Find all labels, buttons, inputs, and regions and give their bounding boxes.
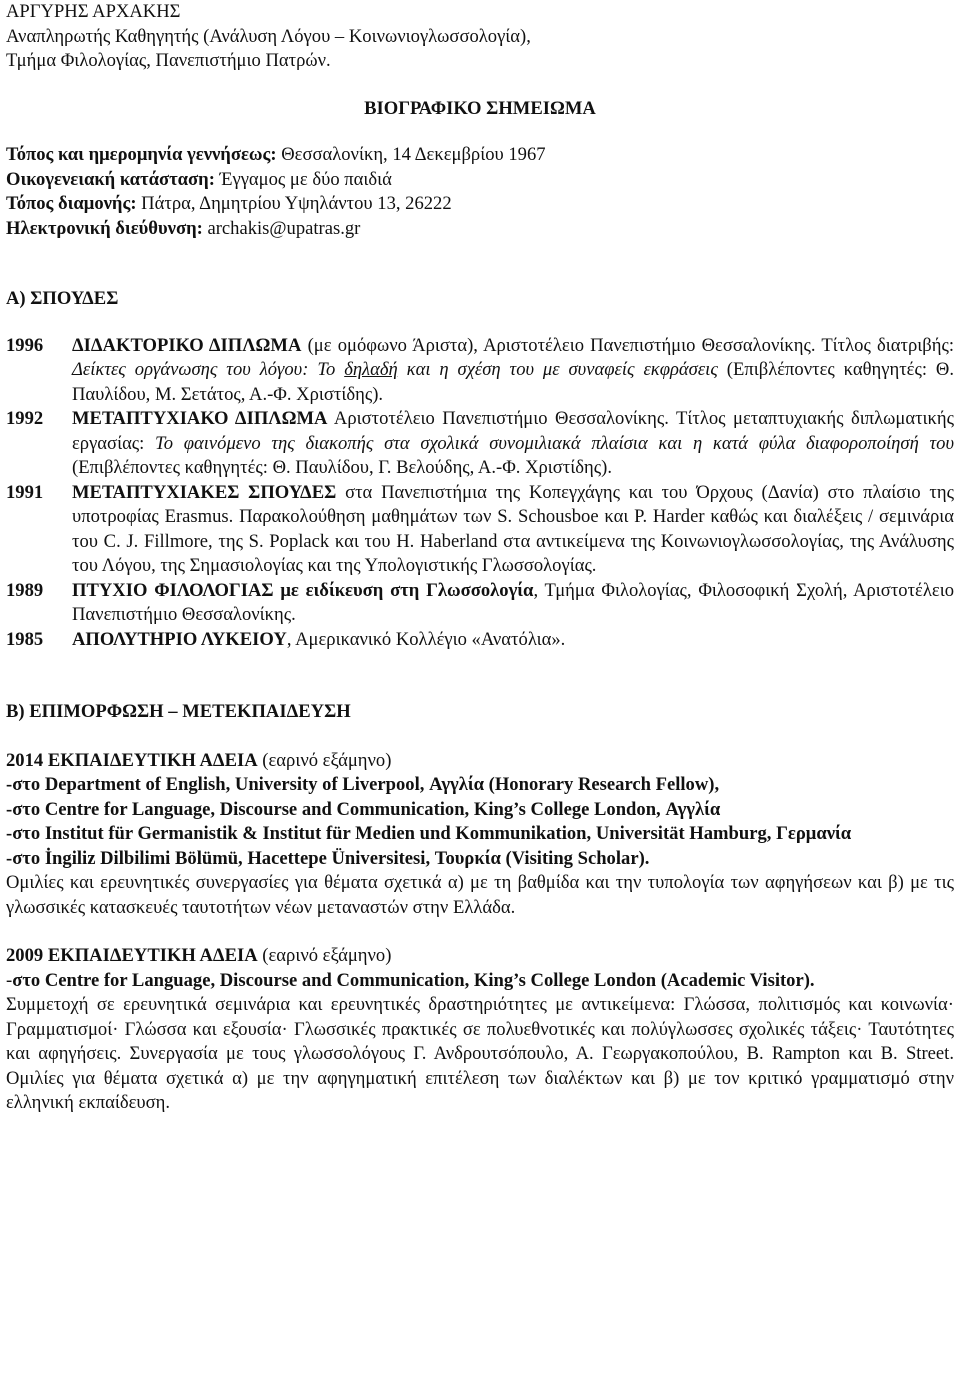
study-degree: ΔΙΔΑΚΤΟΡΙΚΟ ΔΙΠΛΩΜΑ (72, 334, 302, 356)
leave-2009 (6, 944, 954, 1116)
leave-2009-title (6, 944, 954, 969)
study-entry-1996 (6, 334, 954, 408)
cv-document (6, 0, 954, 1116)
page-title: ΒΙΟΓΡΑΦΙΚΟ ΣΗΜΕΙΩΜΑ (364, 97, 596, 119)
birth-info (6, 143, 954, 168)
study-year: 1991 (6, 481, 44, 503)
study-entry-1985 (6, 628, 954, 653)
study-degree: ΜΕΤΑΠΤΥΧΙΑΚΟ ΔΙΠΛΩΜΑ (72, 408, 328, 429)
study-year: 1985 (6, 628, 44, 650)
leave-item (6, 969, 954, 994)
studies-heading: Α) ΣΠΟΥΔΕΣ (6, 288, 119, 309)
leave-note: (εαρινό εξάμηνο) (257, 749, 392, 771)
leave-title: 2014 ΕΚΠΑΙΔΕΥΤΙΚΗ ΑΔΕΙΑ (6, 749, 258, 771)
study-entry-1989 (6, 579, 954, 628)
personal-info (6, 143, 954, 241)
study-text: στα Πανεπιστήμια της Κοπεγχάγης και του Όρχους (Δανία) στο πλαίσιο της υποτροφίας Erasmus. Παρακολούθηση μαθημάτων των S. Schousboe και P. Harder καθώς και διαλέξεις / σεμινάρια του C. J. Fillmore, της S. Poplack και του H. Haberland στα αντικείμενα της Κοινωνιογλωσσολογίας, της Ανάλυσης του Λόγου, της Σημασιολογίας και της Υπολογιστικής Γλωσσολογίας. (72, 481, 954, 576)
leave-item-dash: - (6, 969, 13, 991)
thesis-title-part1: Δείκτες οργάνωσης του λόγου: Το (72, 359, 345, 380)
study-entry-1992 (6, 407, 954, 481)
thesis-title-part2: και η σχέση του με συναφείς εκφράσεις (397, 359, 718, 380)
residence-info (6, 192, 954, 217)
study-supervisors: (Επιβλέποντες καθηγητές: Θ. Παυλίδου, Γ. Βελούδης, Α.-Φ. Χριστίδης). (72, 457, 612, 478)
email-value: archakis@upatras.gr (202, 217, 361, 239)
birth-value: Θεσσαλονίκη, 14 Δεκεμβρίου 1967 (276, 144, 546, 165)
author-name: ΑΡΓΥΡΗΣ ΑΡΧΑΚΗΣ (6, 1, 181, 22)
study-year: 1989 (6, 579, 44, 601)
study-text: , Τμήμα Φιλολογίας, Φιλοσοφική Σχολή, Αριστοτέλειο Πανεπιστήμιο Θεσσαλονίκης. (72, 579, 954, 625)
study-entry-1991 (6, 481, 954, 579)
leave-item-text: στο Centre for Language, Discourse and Communication, King’s College London (Academic Visitor). (12, 969, 815, 991)
leave-2014-title (6, 749, 954, 774)
study-text: Αριστοτέλειο Πανεπιστήμιο Θεσσαλονίκης. Τίτλος μεταπτυχιακής διπλωματικής εργασίας: (72, 408, 954, 454)
study-degree: ΑΠΟΛΥΤΗΡΙΟ ΛΥΚΕΙΟΥ (72, 628, 287, 650)
residence-value: Πάτρα, Δημητρίου Υψηλάντου 13, 26222 (136, 193, 452, 214)
leave-description: Ομιλίες και ερευνητικές συνεργασίες για θέματα σχετικά α) με τη βαθμίδα και την τυπολογία των αφηγήσεων και β) με τις γλωσσικές κατασκευές ταυτοτήτων νέων μεταναστών στην Ελλάδα. (6, 872, 954, 918)
thesis-title: Το φαινόμενο της διακοπής στα σχολικά συνομιλιακά πλαίσια και η κατά φύλα διαφοροποίησή του (155, 432, 954, 454)
family-info (6, 168, 954, 193)
author-department: Τμήμα Φιλολογίας, Πανεπιστήμιο Πατρών. (6, 50, 331, 71)
leave-item: -στο Department of English, University of Liverpool, Αγγλία (Honorary Research Fellow), (6, 774, 720, 795)
study-year: 1992 (6, 408, 44, 429)
leave-note: (εαρινό εξάμηνο) (257, 945, 392, 966)
study-year: 1996 (6, 334, 44, 356)
studies-list (6, 334, 954, 653)
study-supervisors: (Επιβλέποντες καθηγητές: Θ. Παυλίδου, Μ. Σετάτος, Α.-Φ. Χριστίδης). (72, 359, 954, 405)
leave-item: -στο Institut für Germanistik & Institut für Medien und Kommunikation, Universität Hamburg, Γερμανία (6, 823, 852, 844)
study-text: , Αμερικανικό Κολλέγιο «Ανατόλια». (286, 628, 566, 650)
email-label: Ηλεκτρονική διεύθυνση: (6, 217, 203, 239)
leave-description: Συμμετοχή σε ερευνητικά σεμινάρια και ερευνητικές δραστηριότητες με αντικείμενα: Γλώσσα, πολιτισμός και κοινωνία· Γραμματισμοί· Γλώσσα και εξουσία· Γλωσσικές πρακτικές σε πολυεθνοτικές και πολύγλωσσες σχολικές τάξεις· Ταυτότητες και αφηγήσεις. Συνεργασία με τους γλωσσολόγους Γ. Ανδρουτσόπουλο, Α. Γεωργακοπούλου, Β. Rampton και Β. Street. Ομιλίες για θέματα σχετικά α) με την αφηγηματική επιτέλεση των διαλέκτων και β) με τον κριτικό γραμματισμό στην ελληνική εκπαίδευση. (6, 994, 954, 1113)
family-value: Έγγαμος με δύο παιδιά (214, 168, 392, 190)
leave-2014 (6, 749, 954, 921)
study-text: (με ομόφωνο Άριστα), Αριστοτέλειο Πανεπιστήμιο Θεσσαλονίκης. Τίτλος διατριβής: (301, 334, 954, 356)
leave-item: -στο İngiliz Dilbilimi Bölümü, Hacettepe Üniversitesi, Τουρκία (Visiting Scholar). (6, 847, 650, 869)
email-info (6, 217, 954, 242)
document-header (6, 0, 954, 74)
thesis-title-keyword: δηλαδή (344, 359, 398, 380)
training-heading: Β) ΕΠΙΜΟΡΦΩΣΗ – ΜΕΤΕΚΠΑΙΔΕΥΣΗ (6, 701, 351, 722)
residence-label: Τόπος διαμονής: (6, 193, 137, 214)
family-label: Οικογενειακή κατάσταση: (6, 168, 215, 190)
author-position: Αναπληρωτής Καθηγητής (Ανάλυση Λόγου – Κοινωνιογλωσσολογία), (6, 25, 531, 47)
study-degree: ΜΕΤΑΠΤΥΧΙΑΚΕΣ ΣΠΟΥΔΕΣ (72, 481, 337, 503)
leave-item: -στο Centre for Language, Discourse and Communication, King’s College London, Αγγλία (6, 798, 721, 820)
leave-title: 2009 ΕΚΠΑΙΔΕΥΤΙΚΗ ΑΔΕΙΑ (6, 945, 258, 966)
study-degree: ΠΤΥΧΙΟ ΦΙΛΟΛΟΓΙΑΣ με ειδίκευση στη Γλωσσολογία (72, 579, 534, 601)
birth-label: Τόπος και ημερομηνία γεννήσεως: (6, 144, 277, 165)
